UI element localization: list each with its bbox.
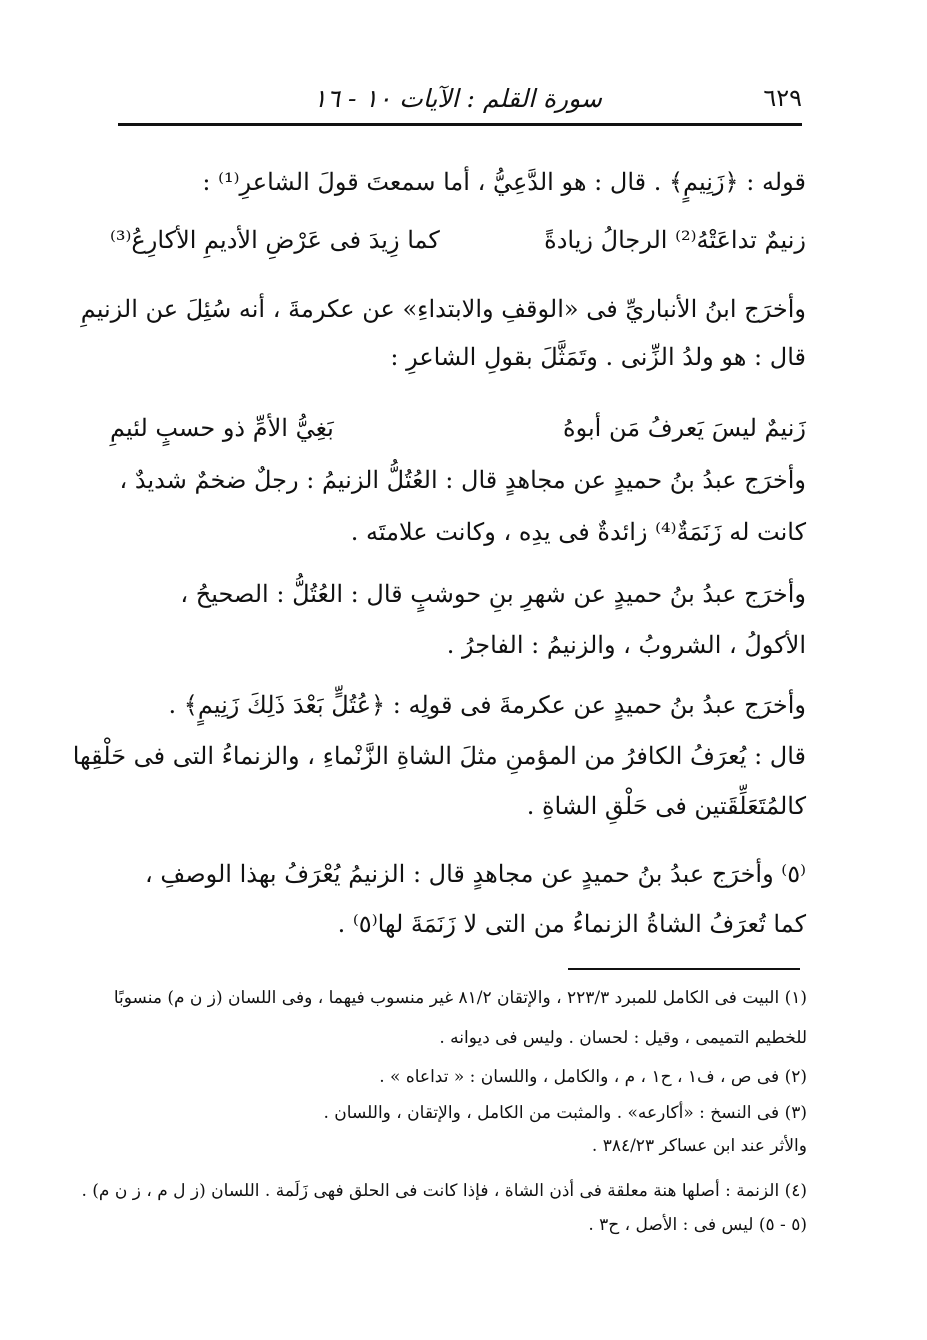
verse-line xyxy=(110,220,806,260)
text-line: كما تُعرَفُ الشاةُ الزنماءُ من التى لا زَنَمَةَ لها⁽٥⁾ . xyxy=(337,910,806,938)
text-line: قال : هو ولدُ الزِّنى . وتَمَثَّلَ بقولِ الشاعرِ : xyxy=(390,343,806,371)
text-line: وأخرَج عبدُ بنُ حميدٍ عن شهرِ بنِ حوشبٍ قال : العُتُلُّ : الصحيحُ ، xyxy=(180,580,806,608)
text-line: كانت له زَنَمَةٌ⁽⁴⁾ زائدةٌ فى يدِه ، وكانت علامتَه . xyxy=(350,518,806,546)
page-header xyxy=(118,80,802,120)
footnote-line: (٢) فى ص ، ف١ ، ح١ ، م ، والكامل ، واللسان : « تداعاه » . xyxy=(379,1067,807,1087)
footnote-line: للخطيم التميمى ، وقيل : لحسان . وليس فى ديوانه . xyxy=(439,1028,807,1048)
footnote-line: (٣) فى النسخ : «أكارعه» . والمثبت من الكامل ، والإتقان ، واللسان . xyxy=(323,1103,807,1123)
text-line: الأكولُ ، الشروبُ ، والزنيمُ : الفاجرُ . xyxy=(446,631,806,659)
verse-hemistich-second: بَغِيُّ الأمِّ ذو حسبٍ لئيمِ xyxy=(110,414,334,442)
verse-hemistich-second: كما زِيدَ فى عَرْضِ الأديمِ الأكارِعُ⁽³⁾ xyxy=(110,226,440,254)
verse-hemistich-first: زَنيمٌ ليسَ يَعرفُ مَن أبوهُ xyxy=(563,414,806,442)
footnote-line: والأثر عند ابن عساكر ٣٨٤/٢٣ . xyxy=(591,1136,807,1156)
header-rule xyxy=(118,123,802,126)
text-line: ⁽٥⁾ وأخرَج عبدُ بنُ حميدٍ عن مجاهدٍ قال : الزنيمُ يُعْرَفُ بهذا الوصفِ ، xyxy=(144,860,806,888)
text-line: وأخرَج عبدُ بنُ حميدٍ عن مجاهدٍ قال : العُتُلُّ الزنيمُ : رجلٌ ضخمٌ شديدٌ ، xyxy=(119,466,806,494)
verse-line xyxy=(110,408,806,448)
running-title: سورة القلم : الآيات ١٠ - ١٦ xyxy=(313,84,602,113)
page-number: ٦٢٩ xyxy=(763,84,802,112)
text-line: وأخرَج ابنُ الأنباريِّ فى «الوقفِ والابتداءِ» عن عكرمةَ ، أنه سُئِلَ عن الزنيمِ xyxy=(80,295,806,323)
text-line: قوله : ﴿زَنِيمٍ﴾ . قال : هو الدَّعِيُّ ، أما سمعتَ قولَ الشاعرِ⁽¹⁾ : xyxy=(202,168,806,196)
text-line: كالمُتَعَلِّقَتين فى حَلْقِ الشاةِ . xyxy=(526,792,806,820)
text-line: وأخرَج عبدُ بنُ حميدٍ عن عكرمةَ فى قولِه : ﴿عُتُلٍّ بَعْدَ ذَلِكَ زَنِيمٍ﴾ . xyxy=(168,691,806,719)
verse-hemistich-first: زنيمٌ تداعَتْهُ⁽²⁾ الرجالُ زيادةً xyxy=(544,226,806,254)
footnote-line: (١) البيت فى الكامل للمبرد ٢٢٣/٣ ، والإتقان ٨١/٢ غير منسوب فيهما ، وفى اللسان (ز ن م) منسوبًا xyxy=(113,988,807,1008)
footnote-line: (٤) الزنمة : أصلها هنة معلقة فى أذن الشاة ، فإذا كانت فى الحلق فهى زَلَمة . اللسان (ز ل م ، ز ن م) . xyxy=(81,1181,807,1201)
footnote-line: (٥ - ٥) ليس فى : الأصل ، ح٣ . xyxy=(588,1215,807,1235)
text-line: قال : يُعرَفُ الكافرُ من المؤمنِ مثلَ الشاةِ الزَّنْماءِ ، والزنماءُ التى فى حَلْقِها xyxy=(72,742,806,770)
footnote-rule xyxy=(568,968,800,970)
